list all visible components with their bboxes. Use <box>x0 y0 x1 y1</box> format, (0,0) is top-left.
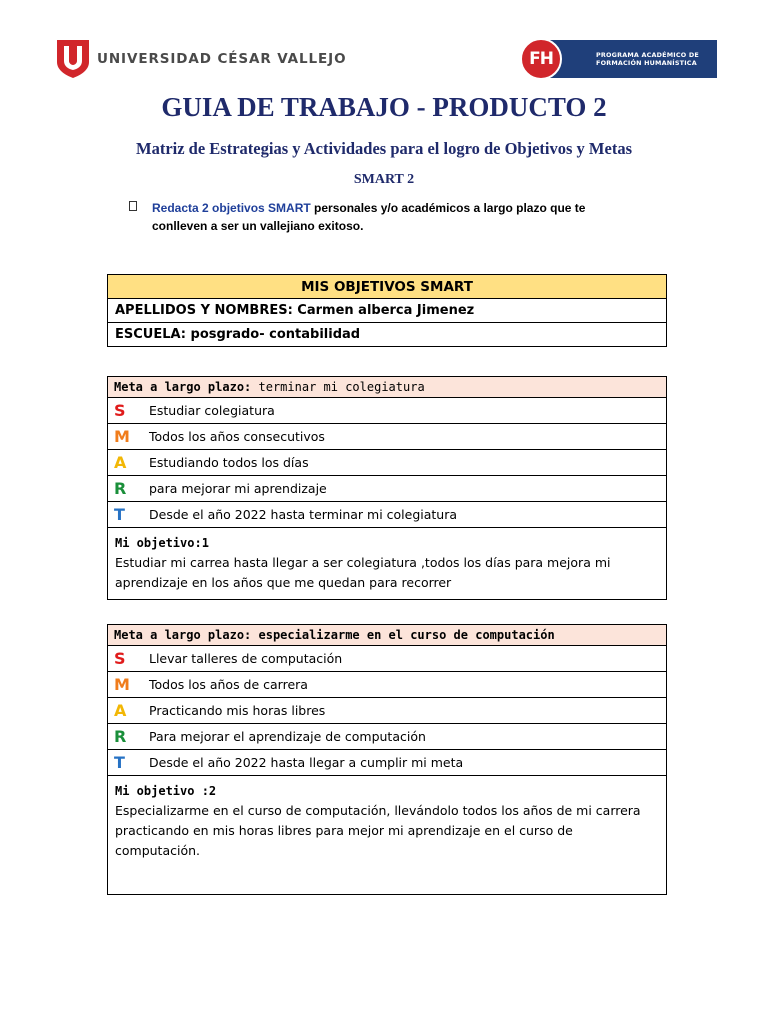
smart-letter: S <box>108 398 143 424</box>
smart-row <box>108 698 667 724</box>
goal-header-label: Meta a largo plazo: especializarme en el curso de computación <box>114 628 555 642</box>
smart-letter: A <box>108 450 143 476</box>
smart-letter: R <box>108 724 143 750</box>
fh-circle-logo-icon: FH <box>520 38 562 80</box>
name-row: APELLIDOS Y NOMBRES: Carmen alberca Jimenez <box>108 299 667 323</box>
instruction <box>131 199 621 235</box>
smart-row <box>108 502 667 528</box>
university-name: UNIVERSIDAD CÉSAR VALLEJO <box>97 51 347 67</box>
smart-letter: M <box>108 424 143 450</box>
smart-row <box>108 476 667 502</box>
smart-row <box>108 424 667 450</box>
smart-text: Para mejorar el aprendizaje de computación <box>142 724 667 750</box>
smart-row <box>108 450 667 476</box>
info-header: MIS OBJETIVOS SMART <box>108 275 667 299</box>
smart-letter: S <box>108 646 143 672</box>
smart-letter: M <box>108 672 143 698</box>
goal-header-label: Meta a largo plazo: <box>114 380 252 394</box>
instruction-rest: personales y/o académicos a largo plazo que te conlleven a ser un vallejiano exitoso. <box>152 201 586 233</box>
smart-text: Estudiar colegiatura <box>142 398 667 424</box>
smart-row <box>108 724 667 750</box>
smart-text: Todos los años consecutivos <box>142 424 667 450</box>
school-row: ESCUELA: posgrado- contabilidad <box>108 323 667 347</box>
square-bullet-icon <box>129 201 137 211</box>
goal-header <box>108 377 667 398</box>
objective-cell <box>108 528 667 600</box>
page-subtitle: Matriz de Estrategias y Actividades para el logro de Objetivos y Metas <box>136 139 632 158</box>
smart-row <box>108 750 667 776</box>
ucv-logo <box>57 40 346 78</box>
objective-label: Mi objetivo:1 <box>115 536 209 550</box>
goal-table-2 <box>107 624 667 895</box>
smart-text: para mejorar mi aprendizaje <box>142 476 667 502</box>
smart-text: Estudiando todos los días <box>142 450 667 476</box>
section-title: SMART 2 <box>353 172 415 187</box>
objective-label: Mi objetivo :2 <box>115 784 217 798</box>
instruction-highlight: Redacta 2 objetivos SMART <box>152 201 311 215</box>
goal-table-1 <box>107 376 667 600</box>
smart-text: Desde el año 2022 hasta llegar a cumplir mi meta <box>142 750 667 776</box>
objective-cell <box>108 776 667 895</box>
goal-header-value: terminar mi colegiatura <box>251 380 425 394</box>
instruction-text <box>152 199 621 235</box>
objective-text: Estudiar mi carrea hasta llegar a ser colegiatura ,todos los días para mejora mi aprendizaje en los años que me quedan para recorrer <box>115 555 611 590</box>
ucv-shield-logo-icon <box>57 40 89 78</box>
smart-letter: T <box>108 502 143 528</box>
smart-text: Llevar talleres de computación <box>142 646 667 672</box>
page-title: GUIA DE TRABAJO - PRODUCTO 2 <box>161 92 607 122</box>
program-line-2: FORMACIÓN HUMANÍSTICA <box>596 59 697 67</box>
program-logo <box>520 38 717 80</box>
smart-text: Practicando mis horas libres <box>142 698 667 724</box>
smart-row <box>108 398 667 424</box>
smart-row <box>108 646 667 672</box>
smart-text: Desde el año 2022 hasta terminar mi colegiatura <box>142 502 667 528</box>
smart-letter: R <box>108 476 143 502</box>
smart-row <box>108 672 667 698</box>
objective-text: Especializarme en el curso de computación, llevándolo todos los años de mi carrera practicando en mis horas libres para mejor mi aprendizaje en el curso de computación. <box>115 803 641 858</box>
goal-header <box>108 625 667 646</box>
program-line-1: PROGRAMA ACADÉMICO DE <box>596 51 699 59</box>
smart-text: Todos los años de carrera <box>142 672 667 698</box>
info-table <box>107 274 667 347</box>
smart-letter: A <box>108 698 143 724</box>
smart-letter: T <box>108 750 143 776</box>
